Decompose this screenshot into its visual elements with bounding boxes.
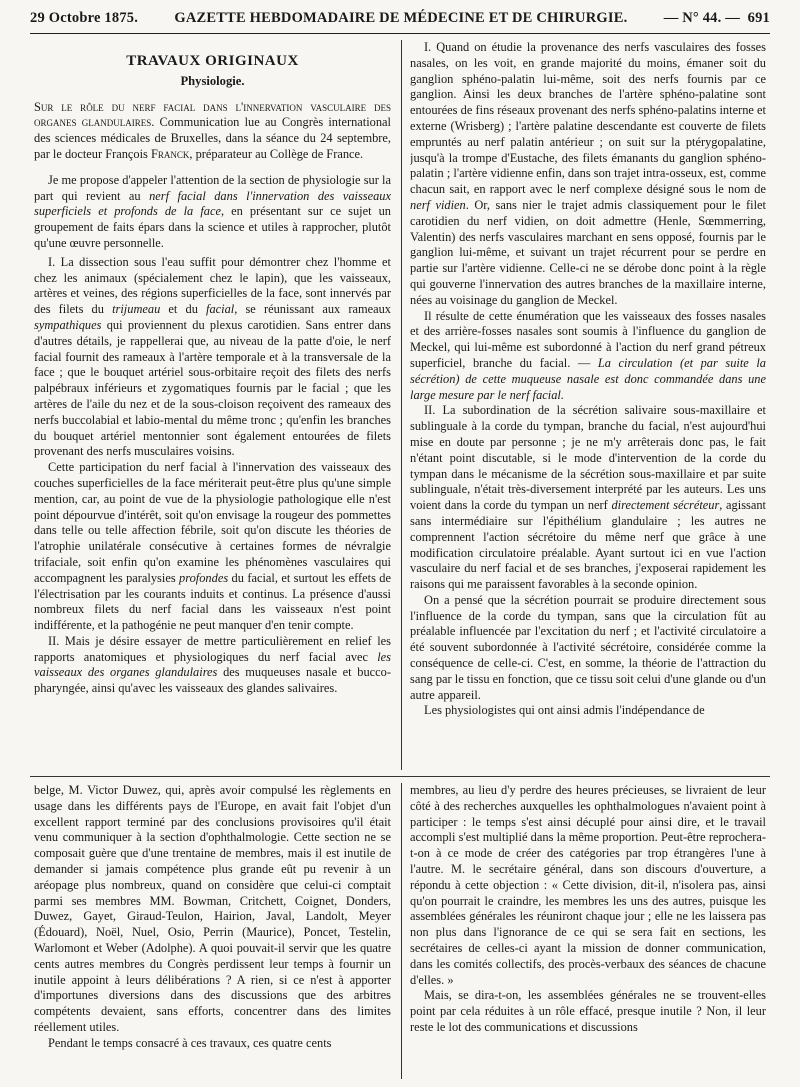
column-divider-top xyxy=(401,40,402,770)
paragraph: I. La dissection sous l'eau suffit pour démontrer chez l'homme et chez les animaux (spécialement chez le lapin), que les vaisseaux, artères et veines, des régions superficielles de la face, sont innervés par des filets du trijumeau et du facial, se réunissant aux rameaux sympathiques qui proviennent du plexus carotidien. Sans entrer dans d'autres détails, je rappellerai que, au niveau de la patte d'oie, le nerf facial fournit des rameaux à l'artère temporale et à la transversale de la face ; que le bouquet artériel sous-orbitaire reçoit des filets des nerfs palpébraux inférieurs et zygomatiques fournis par le facial ; que les artères de l'aile du nez et de la sous-cloison reçoivent des rameaux des nerfs buccolabial et labio-mental du même tronc ; qu'enfin les branches du bouquet artériel mentonnier sont également entourées de filets provenant des nerfs musculaires voisins. xyxy=(34,254,391,459)
paragraph: membres, au lieu d'y perdre des heures précieuses, se livraient de leur côté à des recherches auxquelles les ophthalmologues n'avaient point à participer : le temps s'est ainsi décuplé pour ainsi dire, et le travail accompli s'est multiplié dans la même proportion. Peut-être reprochera-t-on à ce mode de créer des catégories par trop étrangères l'une à l'autre. M. le secrétaire général, dans son discours d'ouverture, a répondu à cette objection : « Cette division, dit-il, n'isolera pas, ainsi qu'on pourrait le craindre, les membres les uns des autres, puisque les assemblées générales les réuniront chaque jour ; elle ne les laissera pas non plus dans l'ignorance de ce qui se sera fait en sections, les secrétaires de celles-ci ayant la mission de donner communication, dans les comités collectifs, des procès-verbaux des séances de chacune d'elles. » xyxy=(410,783,766,987)
header-page-number: 691 xyxy=(747,9,770,26)
paragraph: Je me propose d'appeler l'attention de la section de physiologie sur la part qui revient au nerf facial dans l'innervation des vaisseaux superficiels et profonds de la face, en présentant sur ce sujet un groupement de faits épars dans la science et utiles à rapprocher, plutôt qu'une œuvre personnelle. xyxy=(34,172,391,250)
paragraph: belge, M. Victor Duwez, qui, après avoir compulsé les règlements en usage dans les différents pays de l'Europe, en avait fait l'objet d'un excellent rapport terminé par des conclusions provisoires qu'il était venu communiquer à la section d'ophthalmologie. Cette section ne se composait guère que d'une trentaine de membres, mais il est inutile de demander si jamais compétence plus grande eût pu revenir à un aréopage plus nombreux, quand on considère que celui-ci comptait parmi ses membres MM. Bowman, Critchett, Coignet, Donders, Duwez, Gayet, Giraud-Teulon, Hairion, Javal, Landolt, Meyer (Édouard), Noël, Nuel, Osio, Perrin (Maurice), Poncet, Testelin, Warlomont et Weber (Adolphe). A quoi pouvait-il servir que les quatre cents autres membres du Congrès perdissent leur temps à fournir un inutile appoint à leurs délibérations ? A rien, si ce n'est à apporter d'importunes diversions dans des discussions que des arbitres compétents devaient, sans efforts, concentrer dans des limites réellement utiles. xyxy=(34,783,391,1034)
paragraph: Les physiologistes qui ont ainsi admis l'indépendance de xyxy=(424,703,705,718)
paragraph: II. La subordination de la sécrétion salivaire sous-maxillaire et sublinguale à la corde du tympan, branche du facial, n'est aujourd'hui mise en doute par personne ; je ne m'y arrêterais donc pas, le fait n'étant point discutable, si le mode d'intervention de la corde du tympan dans le mécanisme de la sécrétion sous-maxillaire et par suite sublinguale, n'était très-diversement interprété par les auteurs. Les uns voient dans la corde du tympan un nerf directement sécréteur, agissant sans intermédiaire sur l'épithélium glandulaire ; les autres ne comprennent l'action sécrétoire du même nerf que grâce à une modification circulatoire préalable. Ayant surtout ici en vue l'action vasculaire du nerf facial et de ses branches, j'exposerai rapidement les raisons qui me paraissent favorables à la seconde opinion. xyxy=(410,403,766,592)
header-issue: — N° 44. — xyxy=(663,9,740,26)
bottom-right-column xyxy=(410,783,766,1079)
paragraph: Mais, se dira-t-on, les assemblées générales ne se trouvent-elles point par cela réduites à un rôle effacé, presque inutile ? Non, il leur reste le lot des communications et discussions xyxy=(410,988,766,1034)
paragraph: Cette participation du nerf facial à l'innervation des vaisseaux des couches superficielles de la face mériterait peut-être plus qu'une simple mention, car, au point de vue de la physiologie pathologique elle n'est point dépourvue d'intérêt, soit qu'on envisage la rougeur des pommettes dans telle ou telle affection fébrile, soit qu'on discute les théories de l'atrophie unilatérale consécutive à certaines formes de névralgie trifaciale, soit enfin qu'on examine les phénomènes vasculaires qui accompagnent les paralysies profondes du facial, et surtout les effets de l'électrisation par les courants induits et continus. La présence d'aussi nombreux filets du nerf facial dans les vaisseaux n'est point indifférente, et la pathogénie ne peut manquer d'en tenir compte. xyxy=(34,460,391,633)
paragraph: On a pensé que la sécrétion pourrait se produire directement sous l'influence de la corde du tympan, sans que la circulation fût au préalable influencée par l'excitation du nerf ; et l'activité circulatoire a été souvent subordonnée à l'activité sécrétoire, considérée comme la conséquence de celle-ci. C'est, en somme, la théorie de l'attraction du sang par le tissu en fonction, que ce tissu soit celui d'une glande ou d'un autre appareil. xyxy=(410,592,766,702)
section-divider xyxy=(30,776,770,777)
header-journal-title: GAZETTE HEBDOMADAIRE DE MÉDECINE ET DE CHIRURGIE. xyxy=(174,9,628,26)
section-title: TRAVAUX ORIGINAUX xyxy=(126,53,299,69)
header-issue-page xyxy=(664,10,770,27)
top-left-column xyxy=(34,40,391,770)
paragraph: Pendant le temps consacré à ces travaux, ces quatre cents xyxy=(48,1035,332,1050)
article-title-main: Sur le rôle du nerf facial dans l'innervation vasculaire des organes glandulaires. xyxy=(34,99,391,130)
paragraph: I. Quand on étudie la provenance des nerfs vasculaires des fosses nasales, on les voit, en grande majorité du moins, émaner soit du ganglion sphéno-palatin lui-même, soit des nerfs fournis par ce ganglion. Ainsi les deux branches de l'artère sphéno-palatine sont entourées de fins réseaux provenant des nerfs sphéno-palatins interne et externe (Wrisberg) ; l'artère palatine descendante est couverte de filets empruntés au nerf palatin antérieur ; on suit sur la ptérygopalatine, jusqu'à la trompe d'Eustache, des filets émanants du ganglion sphéno-palatin ; l'artère vidienne enfin, dans son trajet intra-osseux, est, comme chacun sait, en rapport avec le nerf complexe désigné sous le nom de nerf vidien. Or, sans nier le trajet admis classiquement pour le filet carotidien du nerf vidien, on doit admettre (Henle, Sœmmerring, Valentin) des nerfs vasculaires marchant en sens opposé, fournis par le ganglion lui-même, et suivant un trajet récurrent pour se perdre en partie sur l'artère vidienne. Celle-ci ne se dérobe donc point à la règle qui gouverne l'innervation des autres branches de la maxillaire interne, nées au voisinage du ganglion de Meckel. xyxy=(410,40,766,307)
header-date: 29 Octobre 1875. xyxy=(30,9,139,26)
paragraph: Il résulte de cette énumération que les vaisseaux des fosses nasales et des arrière-fosses nasales sont soumis à l'influence du ganglion de Meckel, qui lui-même est subordonné à l'action du nerf grand pétreux superficiel, branche du facial. — La circulation (et par suite la sécrétion) de cette muqueuse nasale est donc commandée dans une large mesure par le nerf facial. xyxy=(410,308,766,402)
top-right-column xyxy=(410,40,766,770)
column-divider-bottom xyxy=(401,783,402,1079)
article-author: Franck xyxy=(150,146,190,161)
article-title-end: , préparateur au Collège de France. xyxy=(189,146,364,161)
header-rule xyxy=(30,33,770,34)
paragraph: II. Mais je désire essayer de mettre particulièrement en relief les rapports anatomiques et physiologiques du nerf facial avec les vaisseaux des organes glandulaires des muqueuses nasale et bucco-pharyngée, ainsi qu'avec les vaisseaux des glandes salivaires. xyxy=(34,633,391,696)
article-title xyxy=(34,100,391,163)
section-subtitle: Physiologie. xyxy=(180,73,245,88)
page-header xyxy=(30,6,770,30)
bottom-left-column xyxy=(34,783,391,1079)
article-title-info: Communication lue au Congrès international des sciences médicales de Bruxelles, dans la séance du 24 septembre, par le docteur François xyxy=(34,115,391,161)
